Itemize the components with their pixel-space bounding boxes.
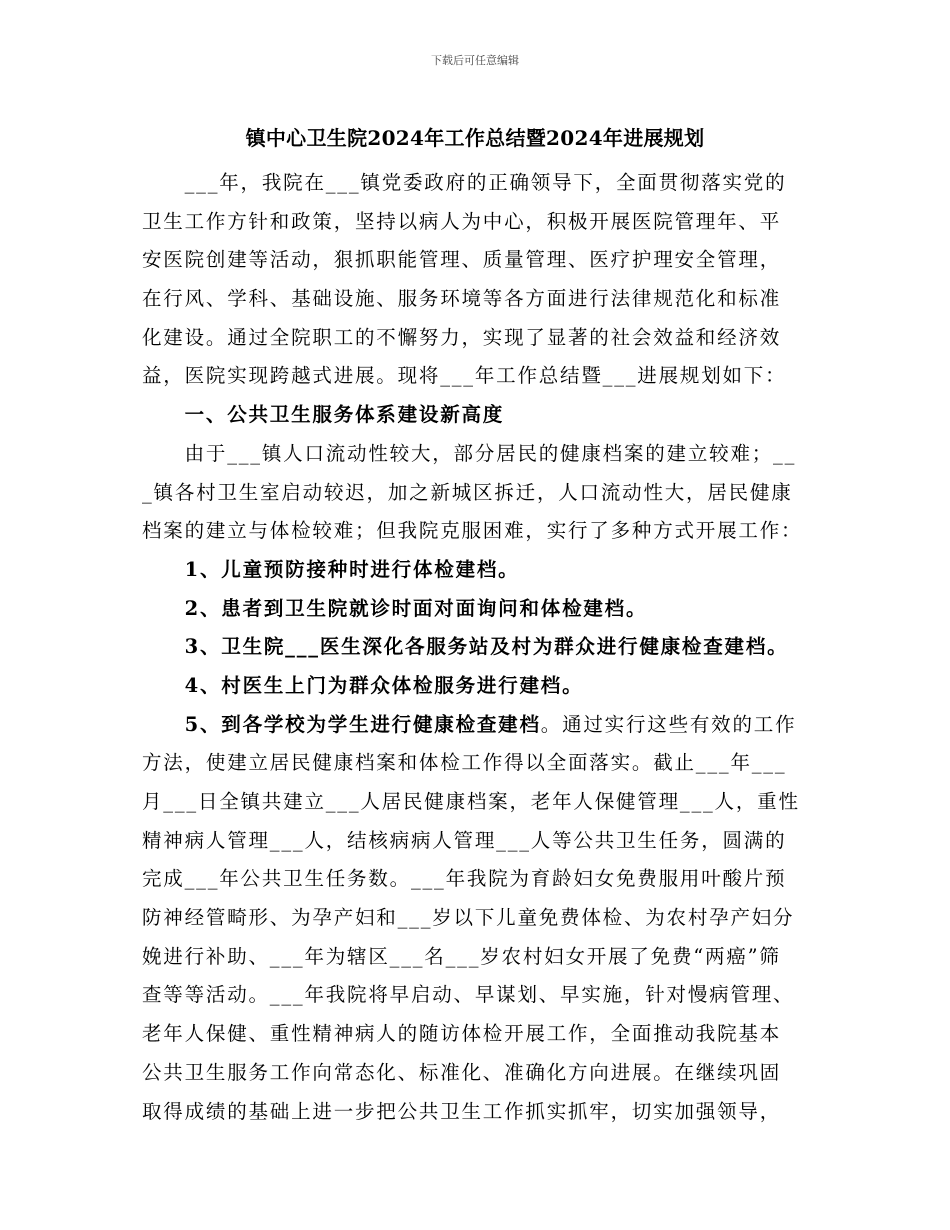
paragraph-text: 月___日全镇共建立___人居民健康档案，老年人保健管理___人，重性 [142,790,800,813]
body-heading-line [142,551,810,590]
paragraph-text: ___年，我院在___镇党委政府的正确领导下，全面贯彻落实党的 [142,171,787,194]
bold-text: 4、村医生上门为群众体检服务进行建档。 [142,673,584,697]
paragraph-text: 精神病人管理___人，结核病病人管理___人等公共卫生任务，圆满的 [142,828,787,852]
paragraph-text: 方法，使建立居民健康档案和体检工作得以全面落实。截止___年___ [142,751,787,775]
body-heading-line [142,628,810,667]
document-body [142,164,810,1131]
paragraph-text: 娩进行补助、___年为辖区___名___岁农村妇女开展了免费“两癌”筛 [142,944,781,968]
paragraph-text: 安医院创建等活动，狠抓职能管理、质量管理、医疗护理安全管理， [142,248,782,272]
bold-text: 1、儿童预防接种时进行体检建档。 [142,557,520,581]
body-text-line [142,203,810,242]
bold-text: 2、患者到卫生院就诊时面对面询问和体检建档。 [142,596,648,620]
body-text-line [142,357,810,396]
body-text-line [142,1015,810,1054]
body-text-line [142,744,810,783]
body-text-line [142,822,810,861]
body-text-line [142,512,810,551]
paragraph-text: 公共卫生服务工作向常态化、标准化、准确化方向进展。在继续巩固 [142,1060,782,1084]
paragraph-text: 卫生工作方针和政策，坚持以病人为中心，积极开展医院管理年、平 [142,209,782,233]
body-text-line [142,474,810,513]
body-text-line [142,435,810,474]
paragraph-text: 由于___镇人口流动性较大，部分居民的健康档案的建立较难；__ [142,441,797,465]
paragraph-text: 在行风、学科、基础设施、服务环境等各方面进行法律规范化和标准 [142,287,782,311]
paragraph-text: 益，医院实现跨越式进展。现将___年工作总结暨___进展规划如下： [142,364,787,388]
body-text-line [142,938,810,977]
body-heading-line [142,590,810,629]
paragraph-text: 完成___年公共卫生任务数。___年我院为育龄妇女免费服用叶酸片预 [142,867,787,891]
paragraph-text: 档案的建立与体检较难；但我院克服困难，实行了多种方式开展工作： [142,519,803,543]
body-heading-line [142,706,810,745]
body-text-line [142,899,810,938]
body-text-line [142,976,810,1015]
header-note: 下载后可任意编辑 [431,54,519,67]
paragraph-text: 老年人保健、重性精神病人的随访体检开展工作，全面推动我院基本 [142,1022,782,1046]
paragraph-text: 化建设。通过全院职工的不懈努力，实现了显著的社会效益和经济效 [142,325,782,349]
paragraph-text: 。通过实行这些有效的工作 [540,712,797,736]
paragraph-text: _镇各村卫生室启动较迟，加之新城区拆迁，人口流动性大，居民健康 [142,480,793,504]
body-text-line [142,1093,810,1132]
body-heading-line [142,396,810,435]
bold-text: 3、卫生院___医生深化各服务站及村为群众进行健康检查建档。 [142,635,789,659]
paragraph-text: 取得成绩的基础上进一步把公共卫生工作抓实抓牢，切实加强领导， [142,1099,782,1123]
bold-text: 5、到各学校为学生进行健康检查建档 [142,712,541,736]
body-text-line [142,319,810,358]
document-title: 镇中心卫生院2024年工作总结暨2024年进展规划 [245,126,705,150]
paragraph-text: 查等等活动。___年我院将早启动、早谋划、早实施，针对慢病管理、 [142,983,795,1007]
bold-text: 一、公共卫生服务体系建设新高度 [142,403,505,427]
body-text-line [142,164,810,203]
body-text-line [142,280,810,319]
body-heading-line [142,667,810,706]
body-text-line [142,783,810,822]
paragraph-text: 防神经管畸形、为孕产妇和___岁以下儿童免费体检、为农村孕产妇分 [142,906,795,930]
body-text-line [142,1054,810,1093]
body-text-line [142,860,810,899]
body-text-line [142,241,810,280]
